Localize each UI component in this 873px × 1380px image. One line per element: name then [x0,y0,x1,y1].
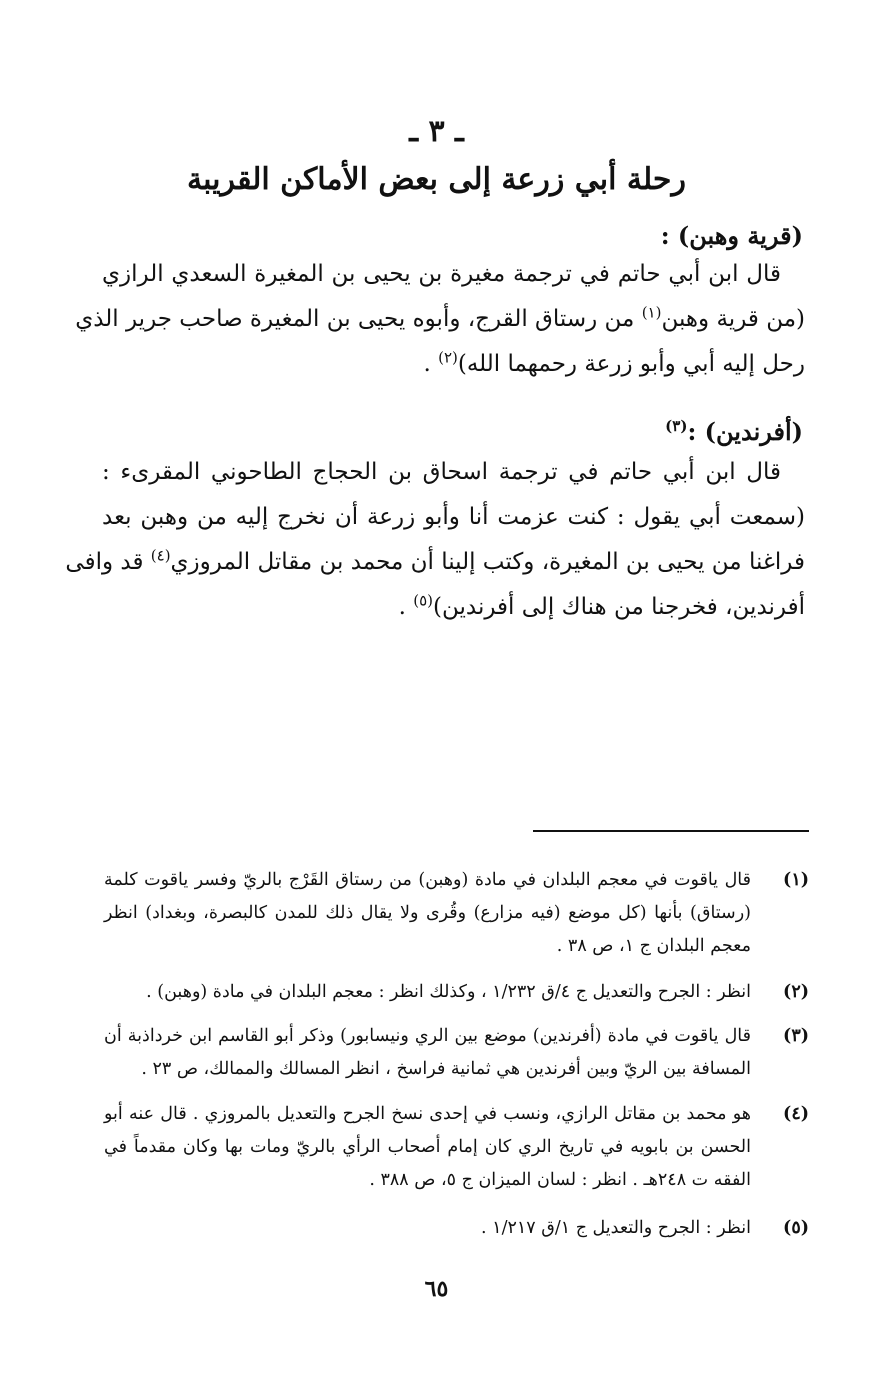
section-paragraph-wahban [75,252,805,387]
page-number: ٦٥ [424,1276,449,1302]
paragraph-line: فراغنا من يحيى بن المغيرة، وكتب إلينا أن محمد بن مقاتل المروزي$^{(٤)}$ قد وافى [65,546,805,575]
paragraph-line: أفرندين، فخرجنا من هناك إلى أفرندين)$^{(٥)}$ . [398,591,805,620]
footnote-mark: (٤) [150,546,171,565]
section-heading-wahban: (قرية وهبن) : [660,221,803,250]
footnote-line: المسافة بين الريّ وبين أفرندين هي ثمانية فراسخ ، انظر المسالك والممالك، ص ٢٣ . [141,1059,751,1079]
paragraph-line: قال ابن أبي حاتم في ترجمة اسحاق بن الحجاج الطاحوني المقرىء : [102,459,781,485]
section-paragraph-afrandin [65,450,805,630]
footnote-mark: (١) [641,303,662,322]
footnote-1 [104,864,809,963]
footnote-line: الفقه ت ٢٤٨هـ . انظر : لسان الميزان ج ٥، ص ٣٨٨ . [369,1170,751,1190]
footnote-line: انظر : الجرح والتعديل ج ٤/ق ١/٢٣٢ ، وكذلك انظر : معجم البلدان في مادة (وهبن) . [146,982,751,1002]
footnote-number: (٤) [783,1104,809,1124]
footnote-line: معجم البلدان ج ١، ص ٣٨ . [556,936,751,956]
chapter-number: ـ ٣ ـ [409,114,464,149]
footnote-3 [104,1020,809,1086]
footnote-number: (٣) [783,1026,809,1046]
footnote-5 [104,1212,809,1245]
footnote-line: الحسن بن بابويه في تاريخ الري كان إمام أصحاب الرأي بالريّ ومات بها وكان مقدماً في [104,1137,751,1157]
footnote-number: (٥) [783,1218,809,1238]
footnote-line: انظر : الجرح والتعديل ج ١/ق ١/٢١٧ . [481,1218,751,1238]
footnote-line: قال ياقوت في معجم البلدان في مادة (وهبن) من رستاق القَرْج بالريّ وفسر ياقوت كلمة [104,870,751,890]
footnote-4 [104,1098,809,1197]
footnote-number: (١) [783,870,809,890]
footnote-number: (٢) [783,982,809,1002]
section-heading-afrandin: (أفرندين) :$^{(٣)}$ [665,417,803,446]
paragraph-line: رحل إليه أبي وأبو زرعة رحمهما الله)$^{(٢)}$ . [423,348,805,377]
footnote-mark: (٣) [665,417,688,435]
footnote-line: قال ياقوت في مادة (أفرندين) موضع بين الري ونيسابور) وذكر أبو القاسم ابن خرداذبة أن [104,1026,751,1046]
footnote-2 [104,976,809,1009]
footnote-separator [533,830,809,832]
footnote-line: (رستاق) بأنها (كل موضع (فيه مزارع) وقُرى ولا يقال ذلك للمدن كالبصرة، وبغداد) انظر [104,903,751,923]
paragraph-line: (من قرية وهبن$^{(١)}$ من رستاق القرج، وأبوه يحيى بن المغيرة صاحب جرير الذي [75,303,805,332]
footnote-mark: (٢) [438,348,458,367]
footnote-mark: (٥) [413,591,433,610]
paragraph-line: قال ابن أبي حاتم في ترجمة مغيرة بن يحيى بن المغيرة السعدي الرازي [102,261,781,287]
chapter-title: رحلة أبي زرعة إلى بعض الأماكن القريبة [187,162,686,197]
footnote-line: هو محمد بن مقاتل الرازي، ونسب في إحدى نسخ الجرح والتعديل بالمروزي . قال عنه أبو [104,1104,751,1124]
paragraph-line: (سمعت أبي يقول : كنت عزمت أنا وأبو زرعة أن نخرج إليه من وهبن بعد [102,504,805,530]
